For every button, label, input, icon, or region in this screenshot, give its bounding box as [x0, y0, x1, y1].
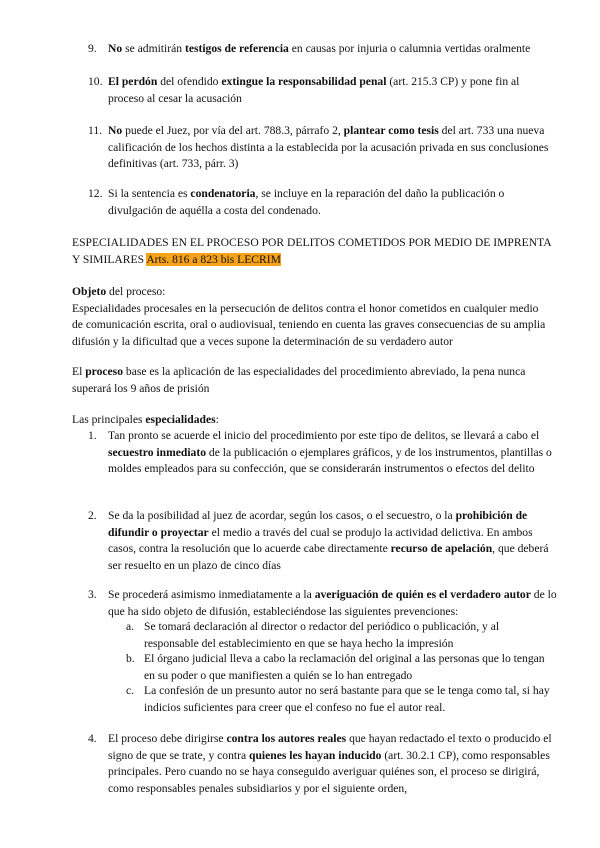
especialidades-intro: [72, 412, 552, 429]
list-text: [108, 41, 558, 58]
list-item-12: [88, 186, 558, 219]
list-text: [108, 508, 558, 574]
bold-text-run: proceso: [85, 365, 123, 378]
text-run: :: [215, 413, 219, 426]
text-run: Se procederá asimismo inmediatamente a la: [108, 588, 315, 601]
list-number: 4.: [88, 732, 97, 745]
bold-text-run: No: [108, 42, 123, 55]
list-item-1: [88, 428, 558, 478]
list-number: 12.: [88, 187, 103, 200]
list-item-2: [88, 508, 558, 574]
sub-item-letter: c.: [126, 684, 135, 697]
objeto-label-rest: del proceso:: [106, 285, 166, 298]
text-run: , que deberá ser resuelto en un plazo de cinco días: [108, 542, 549, 572]
objeto-paragraph: [72, 284, 552, 350]
text-run: Si la sentencia es: [108, 187, 191, 200]
text-run: del ofendido: [157, 75, 222, 88]
list-number: 9.: [88, 42, 97, 55]
sub-item-b: [126, 651, 556, 684]
list-item-11: [88, 123, 558, 173]
bold-text-run: extingue la responsabilidad penal: [221, 75, 387, 88]
text-run: puede el Juez, por vía del art. 788.3, párrafo 2,: [122, 124, 344, 137]
text-run: El: [72, 365, 86, 378]
section-heading: [72, 235, 552, 268]
bold-text-run: prohibición de difundir o proyectar: [108, 509, 528, 539]
text-run: de la publicación o ejemplares gráficos, y de los instrumentos, plantillas o moldes empleados para su confección, que se considerarán instrumentos o efectos del delito: [108, 445, 552, 475]
text-run: Las principales: [72, 413, 146, 426]
text-run: El proceso debe dirigirse: [108, 732, 227, 745]
sub-item-text: El órgano judicial lleva a cabo la reclamación del original a las personas que lo tengan en su poder o que manifiesten a quién se lo han entregado: [144, 652, 545, 682]
list-item-10: [88, 74, 558, 107]
bold-text-run: secuestro inmediato: [108, 445, 206, 459]
bold-text-run: especialidades: [145, 413, 216, 426]
list-number: 1.: [88, 429, 97, 442]
text-run: (art. 215.3 CP) y pone fin al proceso al cesar la acusación: [108, 75, 520, 105]
bold-text-run: condenatoria: [190, 187, 256, 200]
sub-item-letter: a.: [126, 620, 135, 633]
objeto-text: Especialidades procesales en la persecución de delitos contra el honor cometidos en cualquier medio de comunicación escrita, oral o audiovisual, teniendo en cuenta las graves consecuencias de su amplia difusión y la dificultad que a veces supone la determinación de su verdadero autor: [72, 301, 546, 348]
list-item-4: [88, 731, 558, 797]
section-heading-text: ESPECIALIDADES EN EL PROCESO POR DELITOS COMETIDOS POR MEDIO DE IMPRENTA Y SIMILARES: [72, 236, 551, 266]
bold-text-run: averiguación de quién es el verdadero autor: [314, 588, 531, 601]
text-run: se admitirán: [122, 42, 185, 55]
bold-text-run: contra los autores reales: [226, 732, 347, 745]
text-run: que hayan redactado el texto o producido el signo de que se trate, y contra: [108, 732, 552, 762]
sub-item-text: Se tomará declaración al director o redactor del periódico o publicación, y al responsable del establecimiento en que se haya hecho la impresión: [144, 620, 500, 650]
list-number: 10.: [88, 75, 103, 88]
proceso-paragraph: [72, 364, 552, 397]
list-text: [108, 587, 558, 620]
bold-text-run: testigos de referencia: [184, 42, 289, 55]
list-number: 3.: [88, 588, 97, 601]
sub-item-letter: b.: [126, 652, 135, 665]
list-number: 11.: [88, 124, 103, 137]
list-number: 2.: [88, 509, 97, 522]
sub-item-c: [126, 683, 556, 716]
bold-text-run: quienes les hayan inducido: [249, 748, 382, 762]
text-run: (art. 30.2.1 CP), como responsables principales. Pero cuando no se haya conseguido averiguar quiénes son, el proceso se dirigirá, como responsables penales subsidiarios y por el siguiente orden,: [108, 748, 550, 795]
text-run: en causas por injuria o calumnia vertidas oralmente: [288, 42, 531, 55]
list-text: [108, 74, 558, 107]
text-run: Tan pronto se acuerde el inicio del procedimiento por este tipo de delitos, se llevará a cabo el: [108, 429, 540, 442]
list-text: [108, 428, 558, 478]
list-text: [108, 731, 558, 797]
objeto-label-line: [72, 284, 552, 301]
list-item-9: [88, 41, 558, 58]
sub-item-a: [126, 619, 556, 652]
bold-text-run: El perdón: [108, 75, 158, 88]
bold-text-run: recurso de apelación: [390, 542, 493, 555]
list-text: [108, 186, 558, 219]
text-run: el medio a través del cual se produjo la actividad delictiva. En ambos casos, contra la resolución que lo acuerde cabe directamente: [108, 525, 533, 555]
list-item-3: [88, 587, 558, 620]
text-run: , se incluye en la reparación del daño la publicación o divulgación de aquélla a costa del condenado.: [108, 187, 505, 217]
text-run: Se da la posibilidad al juez de acordar, según los casos, o el secuestro, o la: [108, 509, 456, 522]
article-reference-highlight: Arts. 816 a 823 bis LECRIM: [146, 252, 281, 266]
text-run: base es la aplicación de las especialidades del procedimiento abreviado, la pena nunca superará los 9 años de prisión: [72, 365, 526, 395]
bold-text-run: No: [108, 124, 123, 137]
sub-item-text: La confesión de un presunto autor no será bastante para que se le tenga como tal, si hay indicios suficientes para creer que el confeso no fue el autor real.: [144, 684, 550, 714]
text-run: de lo que ha sido objeto de difusión, estableciéndose las siguientes prevenciones:: [108, 588, 557, 618]
bold-text-run: plantear como tesis: [343, 124, 439, 137]
text-run: del art. 733 una nueva calificación de los hechos distinta a la establecida por la acusación privada en sus conclusiones definitivas (art. 733, párr. 3): [108, 124, 549, 170]
list-text: [108, 123, 558, 173]
objeto-label: Objeto: [72, 285, 107, 298]
